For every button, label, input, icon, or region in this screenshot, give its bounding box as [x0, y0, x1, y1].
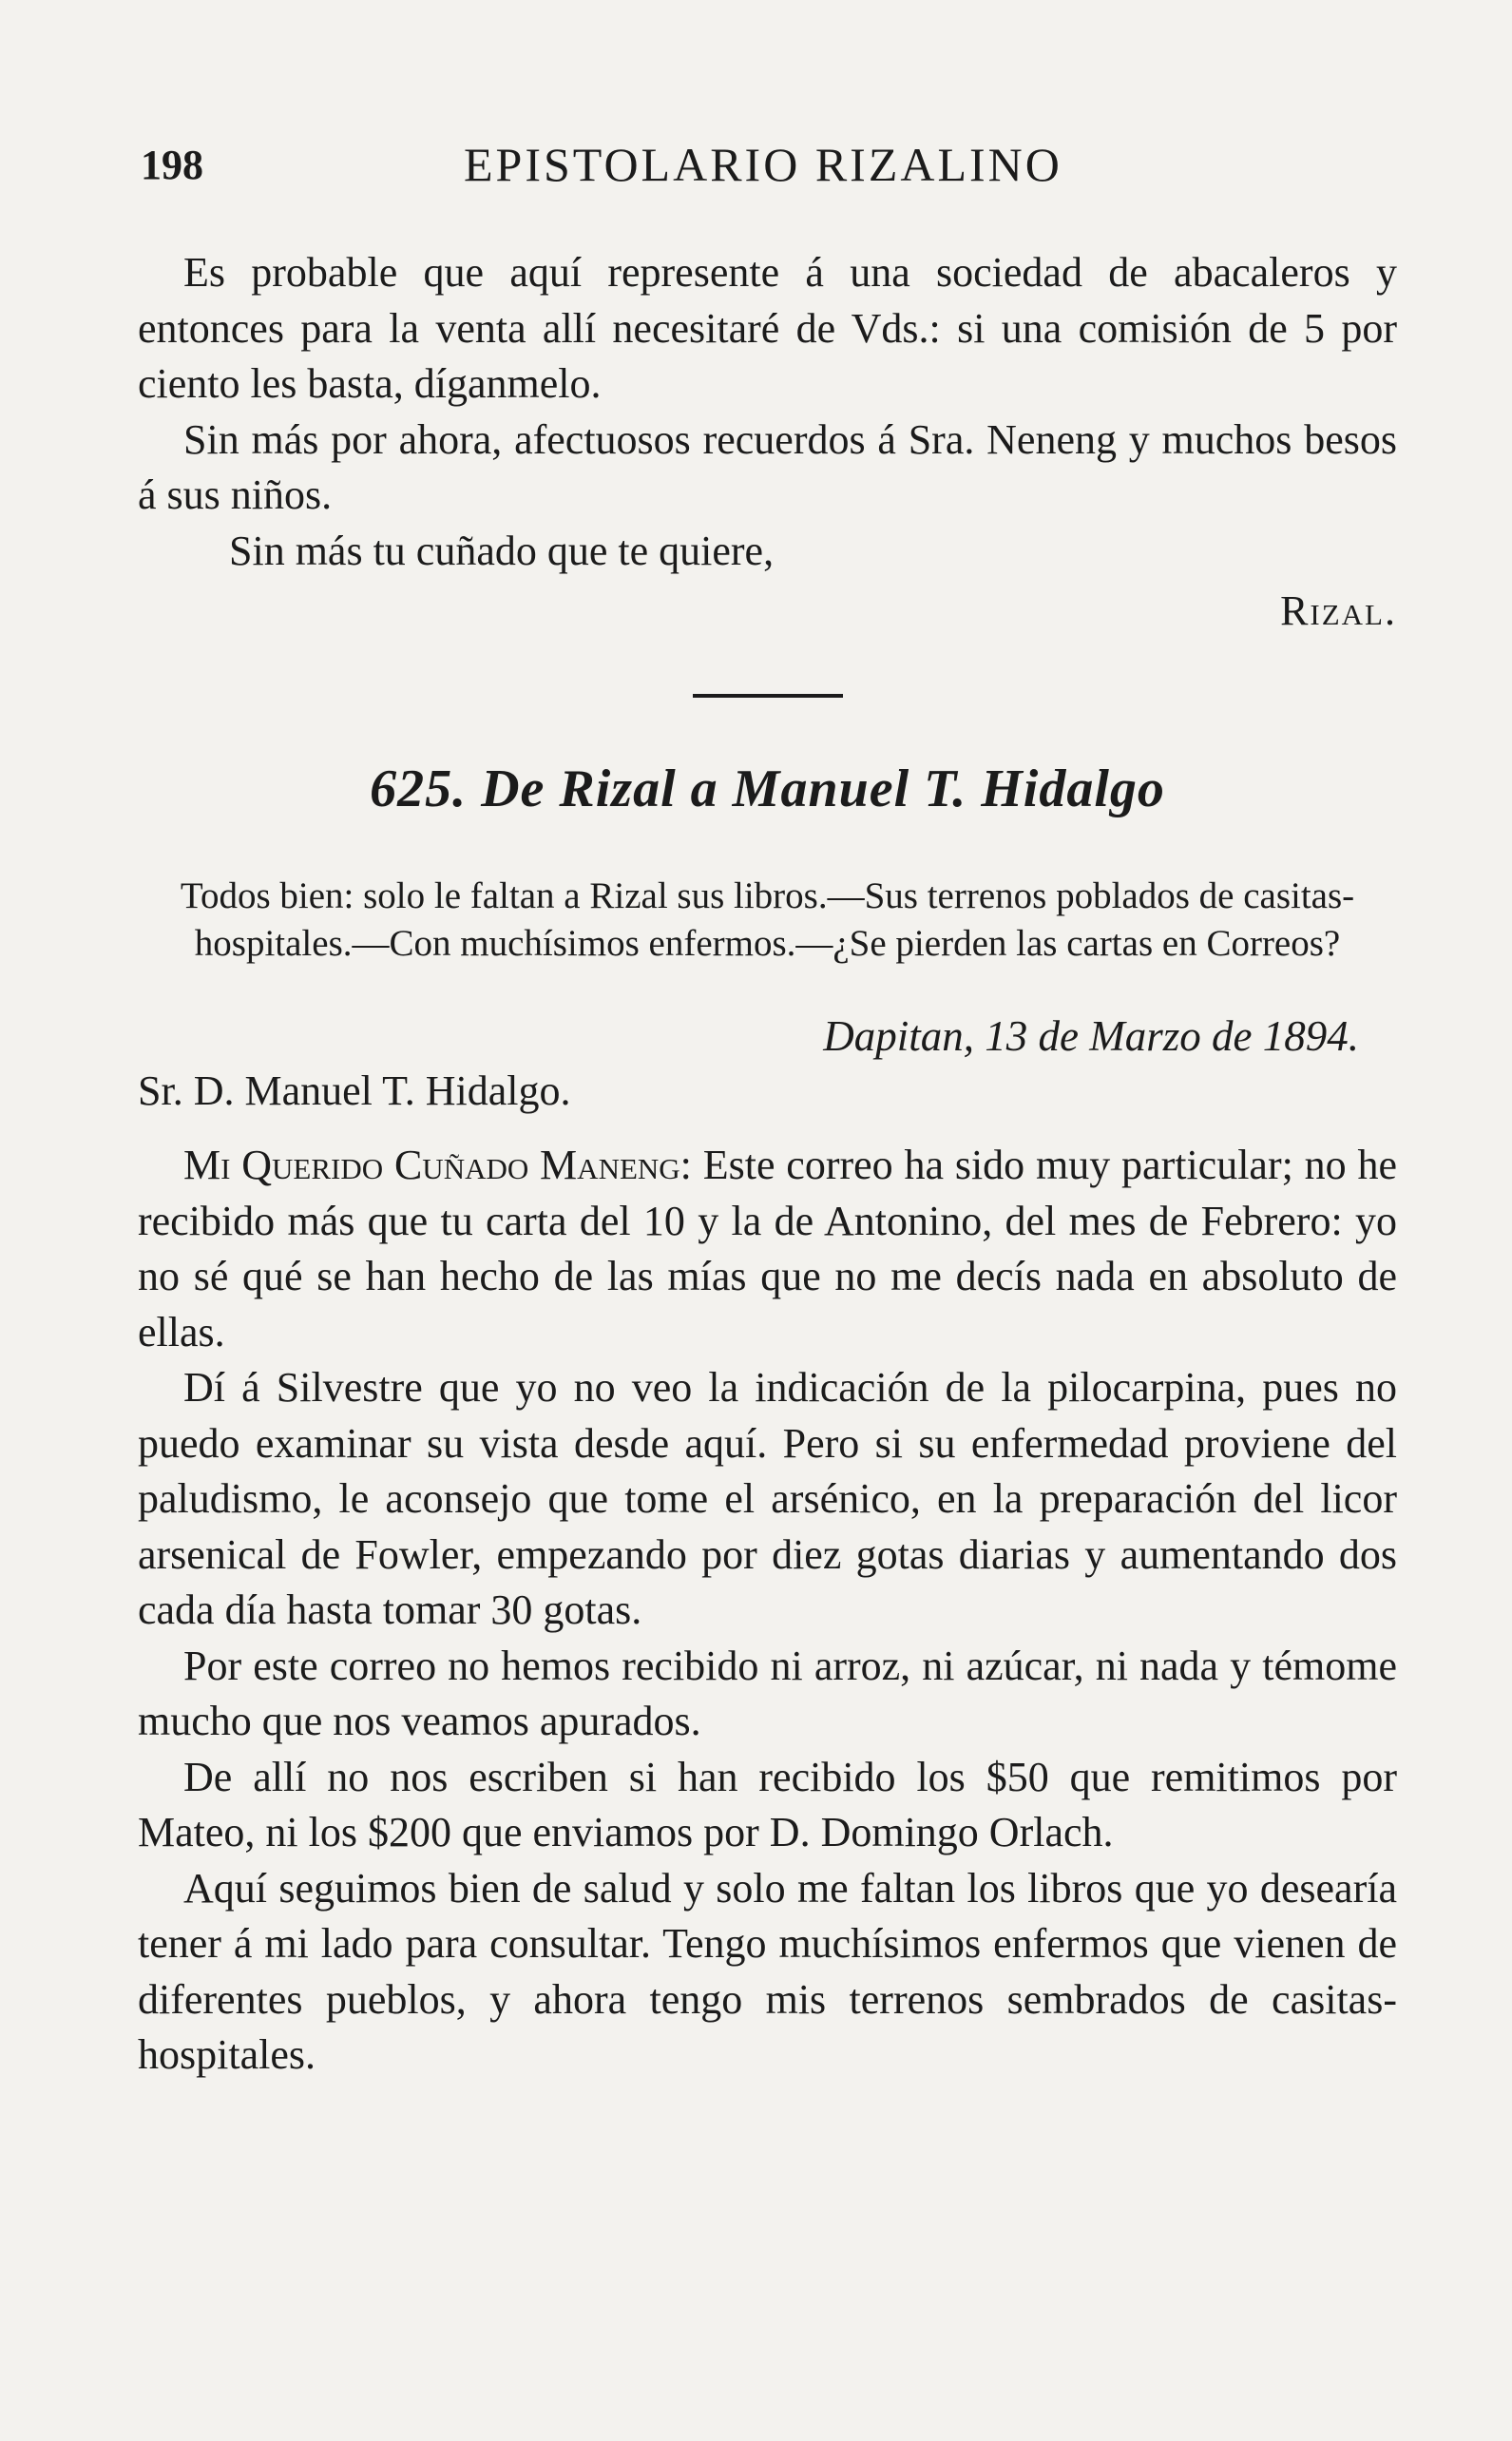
continuation-paragraph: Sin más por ahora, afectuosos recuerdos á Sra. Neneng y muchos besos á sus niños. [138, 415, 1397, 518]
letter-paragraph: De allí no nos escriben si han recibido los $50 que remitimos por Mateo, ni los $200 que enviamos por D. Domingo Orlach. [138, 1753, 1397, 1855]
dateline: Dapitan, 13 de Marzo de 1894. [823, 1012, 1359, 1060]
letter-summary: Todos bien: solo le faltan a Rizal sus libros.—Sus terrenos poblados de casitas-hospitales.—Con muchísimos enfermos.—¿Se pierden las cartas en Correos? [180, 875, 1355, 964]
letter-paragraph: Dí á Silvestre que yo no veo la indicación de la pilocarpina, pues no puedo examinar su vista desde aquí. Pero si su enfermedad proviene del paludismo, le aconsejo que tome el arsénico, en la preparación del licor arsenical de Fowler, empezando por diez gotas diarias y aumentando dos cada día hasta tomar 30 gotas. [138, 1364, 1397, 1633]
section-divider [693, 694, 843, 698]
salutation: Mi Querido Cuñado Maneng: [183, 1142, 692, 1188]
letter-paragraph-text: Este correo ha sido muy particular; no he recibido más que tu carta del 10 y la de Antonino, del mes de Febrero: yo no sé qué se han hecho de las mías que no me decís nada en absoluto de ellas. [138, 1142, 1398, 1355]
page-content [138, 245, 1397, 2084]
continuation-paragraph: Es probable que aquí represente á una sociedad de abacaleros y entonces para la venta allí necesitaré de Vds.: si una comisión de 5 por ciento les basta, díganmelo. [138, 249, 1397, 407]
letter-paragraph: Aquí seguimos bien de salud y solo me faltan los libros que yo desearía tener á mi lado para consultar. Tengo muchísimos enfermos que vienen de diferentes pueblos, y ahora tengo mis terrenos sembrados de casitas-hospitales. [138, 1864, 1397, 2078]
letter-paragraph: Por este correo no hemos recibido ni arroz, ni azúcar, ni nada y témome mucho que nos veamos apurados. [138, 1642, 1397, 1744]
closing-line: Sin más tu cuñado que te quiere, [229, 527, 775, 574]
page-number: 198 [141, 142, 203, 188]
addressee: Sr. D. Manuel T. Hidalgo. [138, 1067, 571, 1114]
letter-paragraph [138, 1138, 1397, 1360]
letter-title: 625. De Rizal a Manuel T. Hidalgo [370, 759, 1165, 818]
signature: Rizal. [1280, 587, 1397, 634]
running-title: EPISTOLARIO RIZALINO [464, 138, 1062, 191]
spacer [138, 1115, 1397, 1138]
page-header [141, 138, 1376, 207]
